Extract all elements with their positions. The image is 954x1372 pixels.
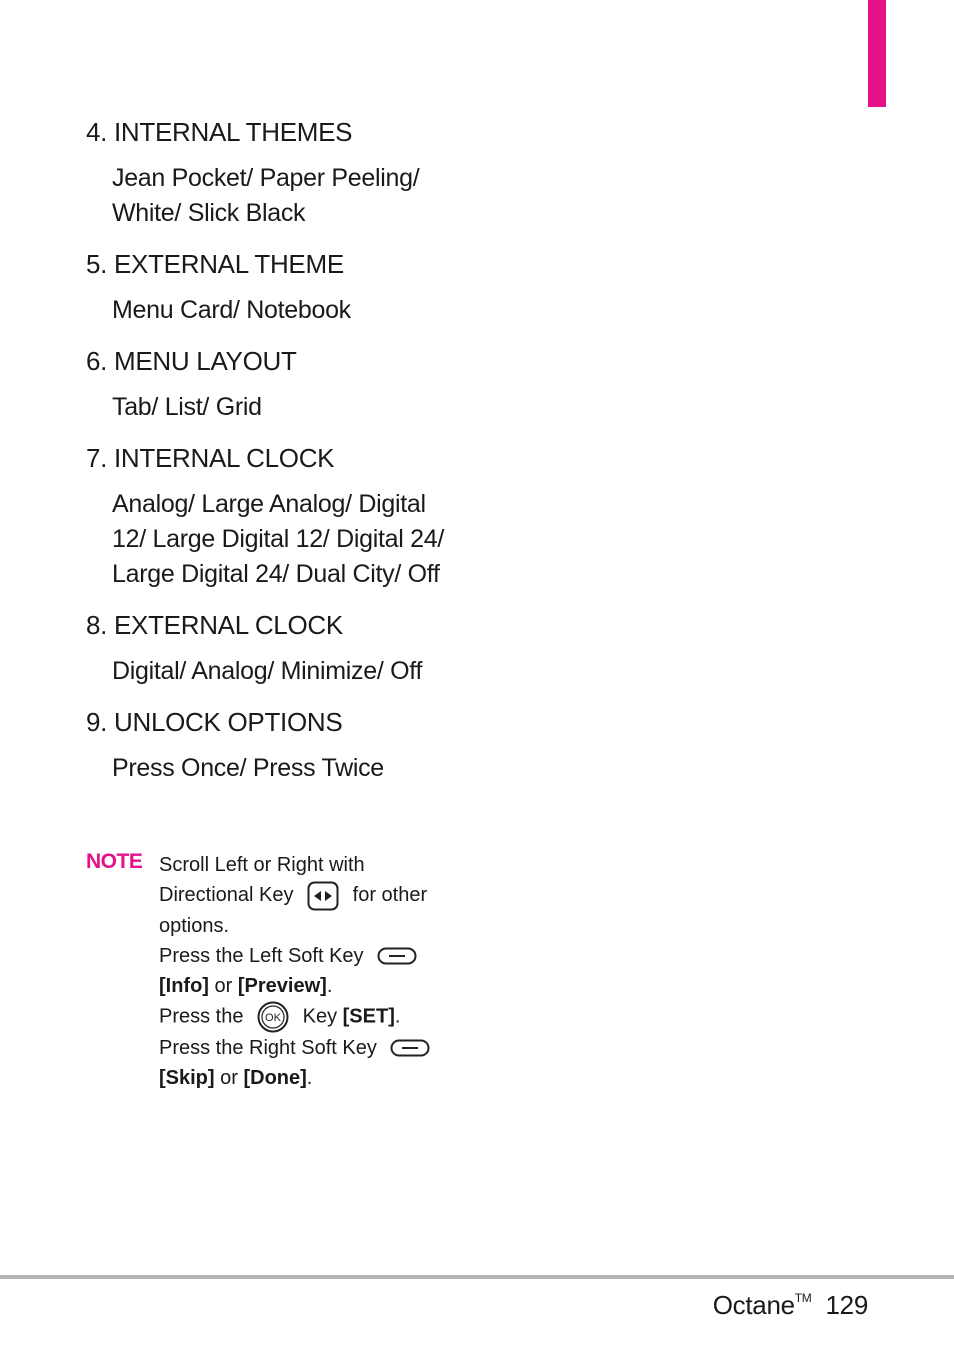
note-text-span: [Info]: [159, 974, 209, 997]
section-title: 6. MENU LAYOUT: [86, 346, 297, 376]
note-text-span: .: [306, 1066, 313, 1089]
note-line: [159, 911, 489, 941]
note-line: [159, 850, 489, 880]
note-text-span: Key: [302, 1005, 343, 1027]
ok-key-icon: [257, 1001, 289, 1033]
section-title: 4. INTERNAL THEMES: [86, 117, 353, 147]
option-line: Analog/ Large Analog/ Digital: [112, 490, 426, 518]
trademark-symbol: TM: [794, 1291, 812, 1305]
note-text-span: Press the Right Soft Key: [159, 1036, 377, 1059]
option-line: White/ Slick Black: [112, 199, 306, 227]
directional-key-icon: [307, 881, 339, 911]
footer-rule: [0, 1275, 954, 1279]
section-options: [112, 654, 506, 689]
note-text-span: [Preview]: [237, 974, 327, 997]
section-options: [112, 161, 506, 231]
page-number: 129: [825, 1290, 868, 1320]
section-title: 5. EXTERNAL THEME: [86, 249, 344, 279]
section-title: 7. INTERNAL CLOCK: [86, 443, 335, 473]
section-options: [112, 487, 506, 592]
section-title: 9. UNLOCK OPTIONS: [86, 707, 343, 737]
note-text-span: Scroll Left or Right with: [159, 854, 365, 876]
settings-list: [86, 113, 506, 800]
note-text-span: Press the: [159, 1005, 244, 1027]
option-line: Jean Pocket/ Paper Peeling/: [112, 164, 420, 192]
note-text: [159, 850, 489, 1093]
option-line: Tab/ List/ Grid: [112, 393, 262, 421]
note-text-span: Press the Left Soft Key: [159, 944, 364, 967]
section-options: [112, 751, 506, 786]
note-text-span: [Done]: [243, 1066, 307, 1089]
page-footer: [713, 1290, 868, 1321]
note-text-span: [Skip]: [159, 1066, 215, 1089]
note-text-span: or: [208, 974, 238, 997]
option-line: Digital/ Analog/ Minimize/ Off: [112, 657, 423, 685]
note-line: [159, 1063, 489, 1093]
option-line: Press Once/ Press Twice: [112, 754, 384, 782]
note-text-span: for other: [352, 884, 428, 906]
note-line: [159, 880, 489, 911]
note-label: NOTE: [86, 850, 143, 873]
note-line: [159, 1001, 489, 1033]
note-line: [159, 1033, 489, 1063]
product-name: Octane: [712, 1290, 795, 1320]
option-line: Menu Card/ Notebook: [112, 296, 351, 324]
section-tab-marker: [868, 0, 886, 107]
option-line: Large Digital 24/ Dual City/ Off: [112, 560, 440, 588]
option-line: 12/ Large Digital 12/ Digital 24/: [112, 525, 444, 553]
note-text-span: .: [394, 1005, 401, 1027]
note-text-span: [SET]: [342, 1005, 395, 1027]
note-text-span: options.: [159, 914, 230, 937]
note-text-span: or: [214, 1066, 244, 1089]
note-line: [159, 971, 489, 1001]
section-options: [112, 390, 506, 425]
right-soft-key-icon: [390, 1039, 430, 1057]
left-soft-key-icon: [377, 947, 417, 965]
section-options: [112, 293, 506, 328]
note-text-span: Directional Key: [159, 884, 294, 906]
section-title: 8. EXTERNAL CLOCK: [86, 610, 343, 640]
note-text-span: .: [326, 974, 333, 997]
ok-key-label: OK: [265, 1011, 281, 1024]
note-line: [159, 941, 489, 971]
